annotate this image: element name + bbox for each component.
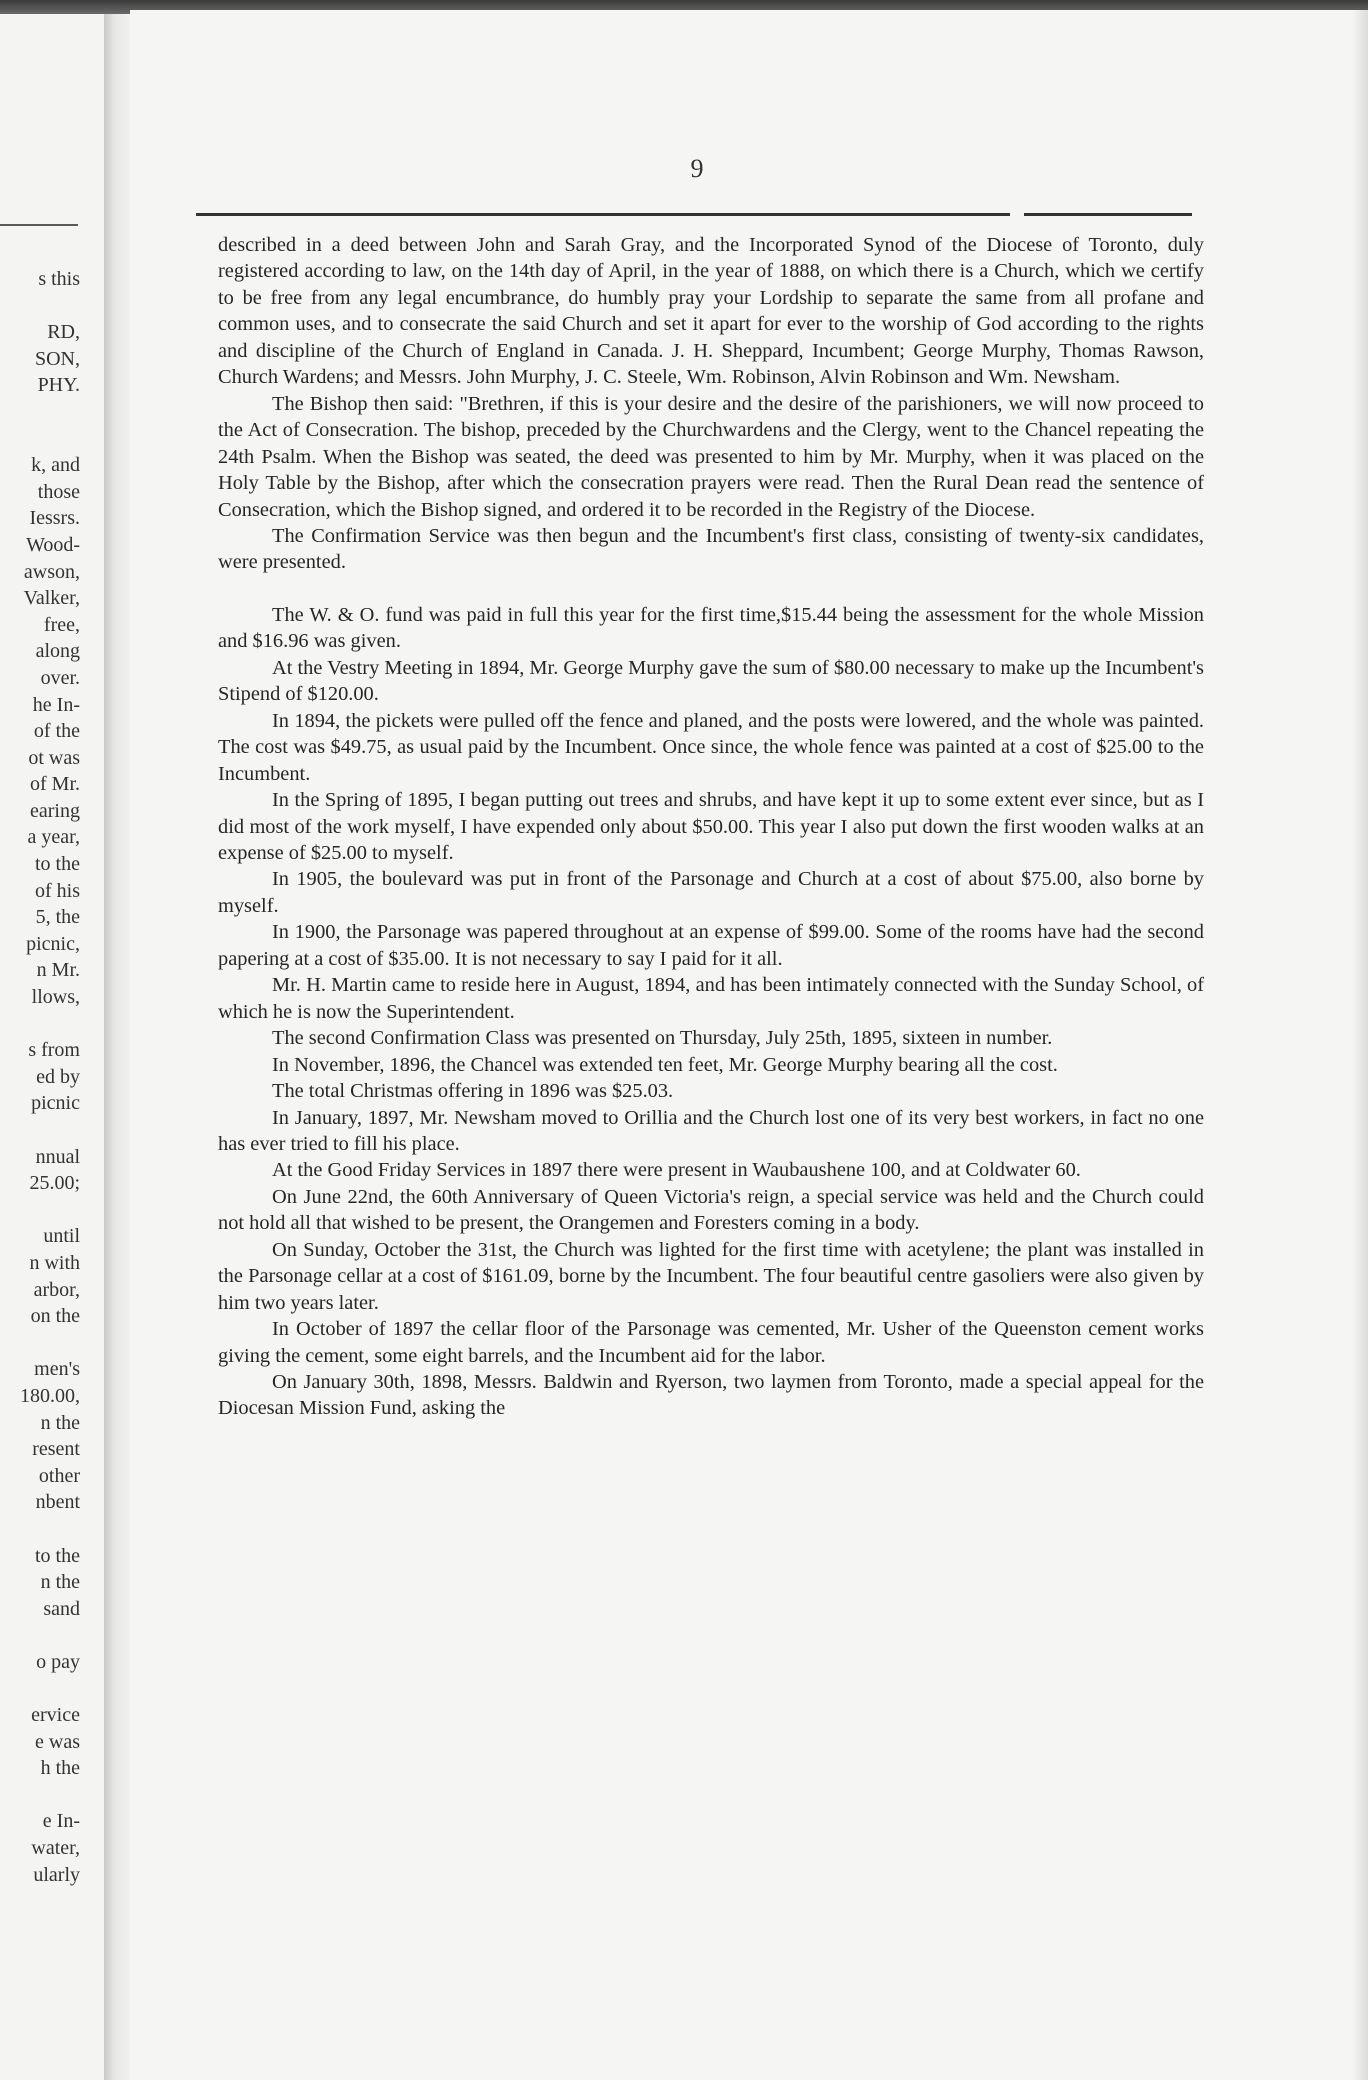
left-line: water, — [31, 1837, 80, 1860]
left-line — [0, 1516, 80, 1543]
left-line — [0, 1011, 80, 1038]
left-line: ervice — [31, 1704, 80, 1727]
left-line: n the — [40, 1411, 80, 1434]
left-line: k, and — [31, 454, 80, 477]
left-line: awson, — [23, 560, 80, 583]
left-line: 5, the — [35, 906, 80, 929]
paragraph: described in a deed between John and Sarah Gray, and the Incorporated Synod of the Diocese of Toronto, duly registered according to law, on the 14th day of April, in the year of 1888, on which there is a Church, which we certify to be free from any legal encumbrance, do humbly pray your Lordship to separate the same from all profane and common uses, and to consecrate the said Church and set it apart for ever to the worship of God according to the rights and discipline of the Church of England in Canada. J. H. Sheppard, Incumbent; George Murphy, Thomas Rawson, Church Wardens; and Messrs. John Murphy, J. C. Steele, Wm. Robinson, Alvin Robinson and Wm. Newsham. — [218, 234, 1204, 389]
left-line: PHY. — [37, 374, 80, 397]
paragraph: In January, 1897, Mr. Newsham moved to Orillia and the Church lost one of its very best workers, in fact no one has ever tried to fill his place. — [218, 1106, 1204, 1155]
paragraph: On January 30th, 1898, Messrs. Baldwin and Ryerson, two laymen from Toronto, made a special appeal for the Diocesan Mission Fund, asking the — [218, 1371, 1204, 1420]
left-line: n Mr. — [36, 959, 80, 982]
left-line: he In- — [32, 693, 80, 716]
body-text — [218, 232, 1204, 1422]
left-line: sand — [43, 1597, 80, 1620]
left-line: a year, — [27, 826, 80, 849]
left-line: free, — [43, 613, 80, 636]
left-line: 180.00, — [20, 1384, 80, 1407]
left-line: until — [43, 1225, 80, 1248]
left-line: n with — [29, 1251, 80, 1274]
paragraph: The second Confirmation Class was presented on Thursday, July 25th, 1895, sixteen in number. — [272, 1027, 1053, 1050]
header-rule-long — [196, 213, 1010, 216]
paragraph: Mr. H. Martin came to reside here in August, 1894, and has been intimately connected with the Sunday School, of which he is now the Superintendent. — [218, 974, 1204, 1023]
left-line: o pay — [36, 1650, 80, 1673]
page-edge-shadow — [1352, 10, 1368, 2080]
left-line: RD, — [47, 321, 80, 344]
left-line: Iessrs. — [29, 507, 80, 530]
left-line: e was — [35, 1730, 80, 1753]
left-line — [0, 1675, 80, 1702]
paragraph: The Bishop then said: "Brethren, if this is your desire and the desire of the parishioners, we will now proceed to the Act of Consecration. The bishop, preceded by the Churchwardens and the Clergy, went to the Chancel repeating the 24th Psalm. When the Bishop was seated, the deed was presented to him by Mr. Murphy, when it was placed on the Holy Table by the Bishop, after which the consecration prayers were read. Then the Rural Dean read the sentence of Consecration, which the Bishop signed, and ordered it to be recorded in the Registry of the Diocese. — [218, 392, 1204, 521]
header-rule-short — [1024, 213, 1192, 216]
paragraph: The W. & O. fund was paid in full this year for the first time,$15.44 being the assessment for the whole Mission and $16.96 was given. — [218, 603, 1204, 653]
left-line: nnual — [35, 1145, 80, 1168]
paragraph: In November, 1896, the Chancel was extended ten feet, Mr. George Murphy bearing all the cost. — [272, 1053, 1058, 1076]
facing-page-left — [0, 14, 104, 2080]
left-line — [0, 1782, 80, 1809]
left-line: ot was — [28, 746, 80, 769]
left-line — [0, 426, 80, 453]
paragraph: The Confirmation Service was then begun and the Incumbent's first class, consisting of twenty-six candidates, were presented. — [218, 524, 1204, 574]
left-line — [0, 1330, 80, 1357]
left-line: to the — [35, 853, 80, 876]
left-line: on the — [30, 1305, 80, 1328]
left-line — [0, 1622, 80, 1649]
paragraph: On June 22nd, the 60th Anniversary of Queen Victoria's reign, a special service was held and the Church could not hold all that wished to be present, the Orangemen and Foresters coming in a body. — [218, 1185, 1204, 1235]
left-line: llows, — [31, 986, 80, 1009]
left-page-text — [0, 266, 80, 1888]
left-line: of his — [35, 879, 80, 902]
left-page-rule — [0, 224, 78, 226]
left-line: s this — [38, 268, 80, 290]
paragraph: The total Christmas offering in 1896 was $25.03. — [272, 1080, 674, 1103]
paragraph: In October of 1897 the cellar floor of the Parsonage was cemented, Mr. Usher of the Queenston cement works giving the cement, some eight barrels, and the Incumbent aid for the labor. — [218, 1318, 1204, 1367]
paragraph: In 1894, the pickets were pulled off the fence and planed, and the posts were lowered, and the whole was painted. The cost was $49.75, as usual paid by the Incumbent. Once since, the whole fence was painted at a cost of $25.00 to the Incumbent. — [218, 709, 1204, 785]
left-line — [0, 1197, 80, 1224]
left-line: s from — [28, 1039, 80, 1062]
left-line: nbent — [35, 1491, 80, 1514]
left-line: of Mr. — [30, 773, 80, 796]
left-line — [0, 399, 80, 426]
page-number: 9 — [690, 154, 704, 183]
left-line: men's — [34, 1358, 80, 1381]
left-line: earing — [30, 799, 80, 822]
header-rule — [196, 213, 1196, 216]
left-line: Valker, — [23, 587, 80, 610]
left-line: other — [38, 1464, 80, 1487]
left-line: resent — [32, 1438, 80, 1461]
paragraph: In the Spring of 1895, I began putting out trees and shrubs, and have kept it up to some extent ever since, but as I did most of the work myself, I have expended only about $50.00. This year I also put down the first wooden walks at an expense of $25.00 to myself. — [218, 789, 1204, 864]
left-line: arbor, — [33, 1278, 80, 1301]
left-line: e In- — [42, 1810, 80, 1833]
paragraph: At the Good Friday Services in 1897 there were present in Waubaushene 100, and at Coldwater 60. — [272, 1159, 1081, 1182]
left-line: n the — [40, 1571, 80, 1594]
paragraph: At the Vestry Meeting in 1894, Mr. George Murphy gave the sum of $80.00 necessary to make up the Incumbent's Stipend of $120.00. — [218, 656, 1204, 706]
left-line: ed by — [36, 1065, 80, 1088]
book-gutter — [104, 14, 130, 2080]
left-line: picnic, — [26, 932, 80, 955]
paragraph: In 1900, the Parsonage was papered throughout at an expense of $99.00. Some of the rooms have had the second papering at a cost of $35.00. It is not necessary to say I paid for it all. — [218, 921, 1204, 970]
left-line: 25.00; — [29, 1172, 80, 1195]
left-line: Wood- — [26, 533, 80, 556]
left-line: over. — [40, 666, 80, 689]
left-line: SON, — [34, 347, 80, 370]
left-line: along — [35, 640, 80, 663]
paragraph: In 1905, the boulevard was put in front of the Parsonage and Church at a cost of about $75.00, also borne by myself. — [218, 868, 1204, 917]
left-line: picnic — [31, 1092, 80, 1115]
left-line: those — [37, 480, 80, 503]
left-line — [0, 293, 80, 320]
left-line: of the — [33, 720, 80, 743]
left-line — [0, 1117, 80, 1144]
left-line: h the — [40, 1757, 80, 1780]
left-line: to the — [35, 1544, 80, 1567]
paragraph: On Sunday, October the 31st, the Church was lighted for the first time with acetylene; the plant was installed in the Parsonage cellar at a cost of $161.09, borne by the Incumbent. The four beautiful centre gasoliers were also given by him two years later. — [218, 1238, 1204, 1314]
left-line: ularly — [33, 1863, 80, 1886]
